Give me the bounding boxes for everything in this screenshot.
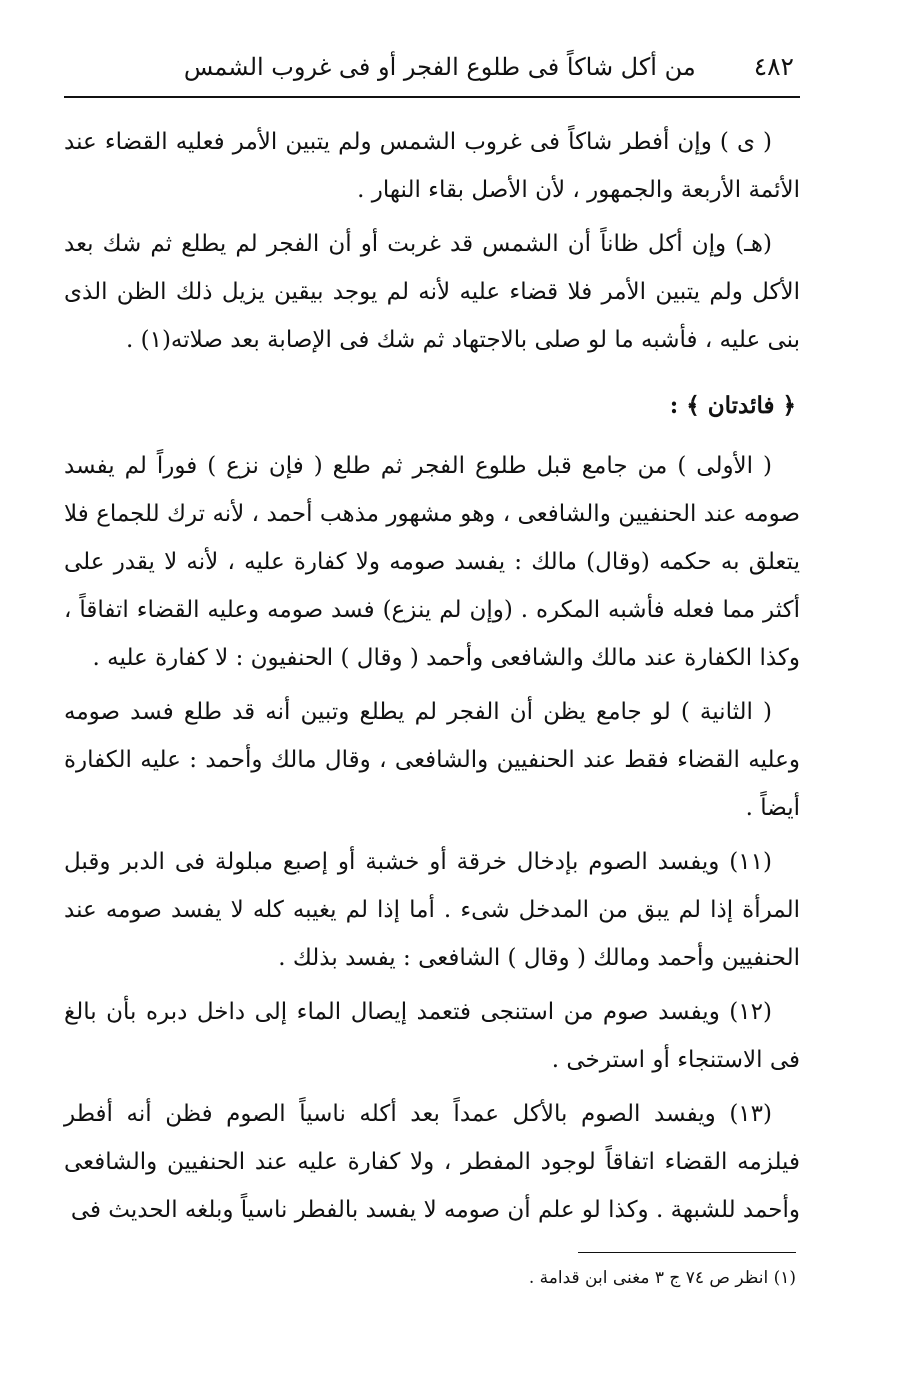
page-header xyxy=(64,52,800,90)
paragraph-d: ( ى ) وإن أفطر شاكاً فى غروب الشمس ولم يتبين الأمر فعليه القضاء عند الأئمة الأربعة والجمهور ، لأن الأصل بقاء النهار . xyxy=(64,129,800,203)
paragraph-second-benefit: ( الثانية ) لو جامع يظن أن الفجر لم يطلع وتبين أنه قد طلع فسد صومه وعليه القضاء فقط عند الحنفيين والشافعى ، وقال مالك وأحمد : عليه الكفارة أيضاً . xyxy=(64,699,800,821)
section-heading xyxy=(64,382,800,430)
heading-text: ﴿ فائدتان ﴾ : xyxy=(669,392,796,419)
running-title: من أكل شاكاً فى طلوع الفجر أو فى غروب الشمس xyxy=(183,53,696,81)
paragraph-12: (١٢) ويفسد صوم من استنجى فتعمد إيصال الماء إلى داخل دبره بأن بالغ فى الاستنجاء أو استرخى . xyxy=(64,999,800,1073)
book-page xyxy=(64,52,800,1295)
paragraph-11: (١١) ويفسد الصوم بإدخال خرقة أو خشبة أو إصبع مبلولة فى الدبر وقبل المرأة إذا لم يبق من المدخل شىء . أما إذا لم يغيبه كله لا يفسد صومه عند الحنفيين وأحمد ومالك ( وقال ) الشافعى : يفسد بذلك . xyxy=(64,849,800,971)
header-rule xyxy=(64,96,800,98)
paragraph-13: (١٣) ويفسد الصوم بالأكل عمداً بعد أكله ناسياً الصوم فظن أنه أفطر فيلزمه القضاء اتفاقاً لوجود المفطر ، ولا كفارة عليه عند الحنفيين والشافعى وأحمد للشبهة . وكذا لو علم أن صومه لا يفسد بالفطر ناسياً وبلغه الحديث فى xyxy=(64,1101,800,1223)
footnote: (١) انظر ص ٧٤ ج ٣ مغنى ابن قدامة . xyxy=(528,1268,796,1288)
page-number: ٤٨٢ xyxy=(753,52,794,81)
paragraph-h: (هـ) وإن أكل ظاناً أن الشمس قد غربت أو أن الفجر لم يطلع ثم شك بعد الأكل ولم يتبين الأمر فلا قضاء عليه لأنه لم يوجد بيقين يزيل ذلك الظن الذى بنى عليه ، فأشبه ما لو صلى بالاجتهاد ثم شك فى الإصابة بعد صلاته(١) . xyxy=(64,231,800,353)
footnote-rule xyxy=(578,1252,796,1253)
paragraph-first-benefit: ( الأولى ) من جامع قبل طلوع الفجر ثم طلع ( فإن نزع ) فوراً لم يفسد صومه عند الحنفيين والشافعى ، وهو مشهور مذهب أحمد ، لأنه ترك للجماع فلا يتعلق به حكمه (وقال) مالك : يفسد صومه ولا كفارة عليه ، لأنه لا يقدر على أكثر مما فعله فأشبه المكره . (وإن لم ينزع) فسد صومه وعليه القضاء اتفاقاً ، وكذا الكفارة عند مالك والشافعى وأحمد ( وقال ) الحنفيون : لا كفارة عليه . xyxy=(64,453,800,671)
